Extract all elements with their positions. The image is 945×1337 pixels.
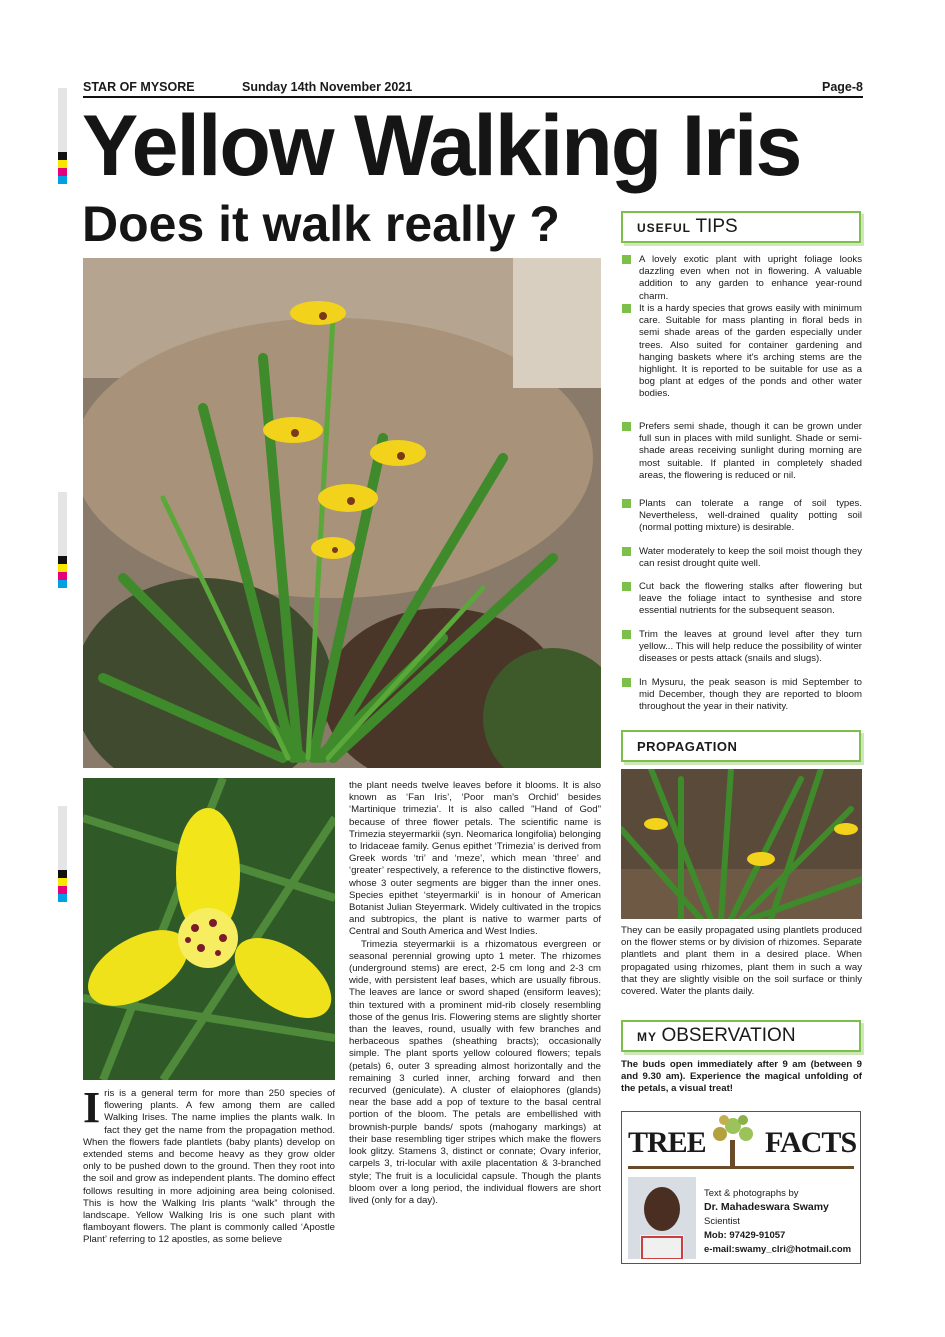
tip-item: Prefers semi shade, though it can be grown under full sun in places with mild sunlight. Shade or semi-shade areas receiving sunlight during morning are most suitable. If planted in completely shaded areas, the flowering is reduced or nil. [622, 421, 862, 482]
bullet-square-icon [622, 630, 631, 639]
tip-item: It is a hardy species that grows easily with minimum care. Suitable for mass planting in floral beds in semi shade areas of the garden especially under trees. Also suited for container gardening and hanging baskets where it's arching stems are the highlight. It is reported to be suitable for use as a bog plant at edges of the ponds and other water bodies. [622, 303, 862, 401]
author-mobile: Mob: 97429-91057 [704, 1230, 786, 1241]
bullet-square-icon [622, 582, 631, 591]
tree-logo-icon [702, 1112, 764, 1170]
propagation-text: They can be easily propagated using plantlets produced on the flower stems or by division of rhizomes. Separate plantlets and plant them in a desired place. When propagated using rhizomes, plant them in such a way that they are slightly visible on the soil surface or thinly covered. Water the plants daily. [621, 925, 862, 998]
article-column-2 [349, 780, 601, 1207]
propagation-heading: PROPAGATION [621, 730, 861, 762]
observation-heading-small: MY [637, 1030, 657, 1044]
tree-facts-box [621, 1111, 861, 1264]
registration-mark [58, 806, 67, 902]
paper-name: STAR OF MYSORE [83, 80, 195, 94]
tip-item: Cut back the flowering stalks after flowering but leave the foliage intact to synthesise and store essential nutrients for the subsequent season. [622, 581, 862, 618]
drop-cap: I [83, 1083, 101, 1132]
headline: Yellow Walking Iris [82, 98, 801, 194]
tip-item: In Mysuru, the peak season is mid September to mid December, though they are reported to bloom throughout the year in their nativity. [622, 677, 862, 714]
tree-facts-word-1: TREE [628, 1126, 706, 1159]
bullet-square-icon [622, 547, 631, 556]
author-role: Scientist [704, 1216, 740, 1227]
tip-item: Plants can tolerate a range of soil types. Nevertheless, well-drained quality potting soil (normal potting mixture) is desirable. [622, 498, 862, 535]
tip-item: A lovely exotic plant with upright foliage looks dazzling even when not in flowering. A valuable addition to any garden to enhance year-round charm. [622, 254, 862, 303]
registration-mark [58, 492, 67, 588]
article-col2-paragraph-1: the plant needs twelve leaves before it blooms. It is also known as ‘Fan Iris’, ‘Poor man's Orchid’ besides ‘Martinique trimezia’. It is also called "Hand of God" because of three flower petals. The scientific name is Trimezia steyermarkii (syn. Neomarica longifolia) belonging to Iridaceae family. Genus epithet ‘Trimezia’ is derived from Greek words ‘tri’ and ‘meze’, which mean ‘three’ and ‘greater’ respectively, a reference to the distinctive flowers, whose 3 outer segments are bigger than the inner ones. Species epithet ‘steyermarkii’ is in honour of American Botanist Julian Steyermark. Widely cultivated in the tropics and subtropics, the plant is native to warmer parts of Central and South America and West Indies. [349, 780, 601, 938]
bullet-square-icon [622, 422, 631, 431]
author-email: e-mail:swamy_clri@hotmail.com [704, 1244, 852, 1255]
tree-facts-word-2: FACTS [765, 1126, 857, 1159]
author-name: Dr. Mahadeswara Swamy [704, 1201, 829, 1213]
tips-heading-big: TIPS [695, 216, 738, 237]
observation-heading-big: OBSERVATION [661, 1025, 796, 1046]
registration-mark [58, 88, 67, 184]
bullet-square-icon [622, 678, 631, 687]
issue-date: Sunday 14th November 2021 [242, 80, 413, 94]
bullet-square-icon [622, 304, 631, 313]
main-plant-photo [83, 258, 601, 768]
tree-facts-rule [628, 1166, 854, 1169]
page-number: Page-8 [822, 80, 863, 94]
bullet-square-icon [622, 255, 631, 264]
article-col2-paragraph-2: Trimezia steyermarkii is a rhizomatous evergreen or seasonal perennial growing upto 1 meter. The rhizomes (underground stems) are erect, 2-5 cm long and 2-3 cm wide, with persistent leaf bases, which are usually fibrous. The leaves are lance or sword shaped (ensiform leaves); thin textured with a prominent mid-rib closely resembling those of the genus Iris. Flowering stems are slightly shorter than the leaves, round, usually with few branches and herbaceous spathes (sheathing bracts); occasionally simple. The plant sports yellow coloured flowers; tepals (petals) 6, outer 3 spreading almost horizontally and the remaining 3 curled inner, arching forward and then recurved (geniculate). A cluster of elaiophores (glands) near the base add a pop of texture to the basal central portion of the bloom. The petals are embellished with brownish-purple bands/ spots (mahogany markings) at their base resembling tiger stripes which make the flowers look glitzy. Stamens 3, distinct or connate; Ovary inferior, carpels 3, tri-locular with axile placentation & 3-branched style; The fruit is a loculicidal capsule. Though the plants bloom over a long period, the individual flowers are short lived (only for a day). [349, 938, 601, 1206]
observation-heading [621, 1020, 861, 1052]
bullet-square-icon [622, 499, 631, 508]
article-col1-text: ris is a general term for more than 250 species of flowering plants. A few among them are called Walking Irises. The name implies the plants walk. In fact they get the name from the propagation method. When the flowers fade plantlets (baby plants) develop on extended stems and become heavy as they grow older only to be pushed down to the ground. Then they root into the soil and grow as independent plants. The domino effect follows resulting in more adjoining area being colonised. This is how the Walking Iris plants “walk” through the landscape. Yellow Walking Iris is one such plant with flamboyant flowers. The plant is commonly called ‘Apostle Plant’ referring to 12 apostles, as some believe [83, 1088, 335, 1246]
subheadline: Does it walk really ? [82, 196, 560, 252]
flower-closeup-photo [83, 778, 335, 1080]
useful-tips-heading [621, 211, 861, 243]
tips-heading-small: USEFUL [637, 221, 691, 235]
observation-text: The buds open immediately after 9 am (between 9 and 9.30 am). Experience the magical unfolding of the petals, a visual treat! [621, 1059, 862, 1095]
tip-item: Trim the leaves at ground level after they turn yellow... This will help reduce the possibility of winter diseases or pests attack (snails and slugs). [622, 629, 862, 666]
article-column-1 [83, 1083, 335, 1247]
tip-item: Water moderately to keep the soil moist though they can resist drought quite well. [622, 546, 862, 570]
photo-credit: Text & photographs by [704, 1188, 799, 1199]
propagation-photo [621, 769, 862, 919]
author-avatar [628, 1177, 696, 1259]
